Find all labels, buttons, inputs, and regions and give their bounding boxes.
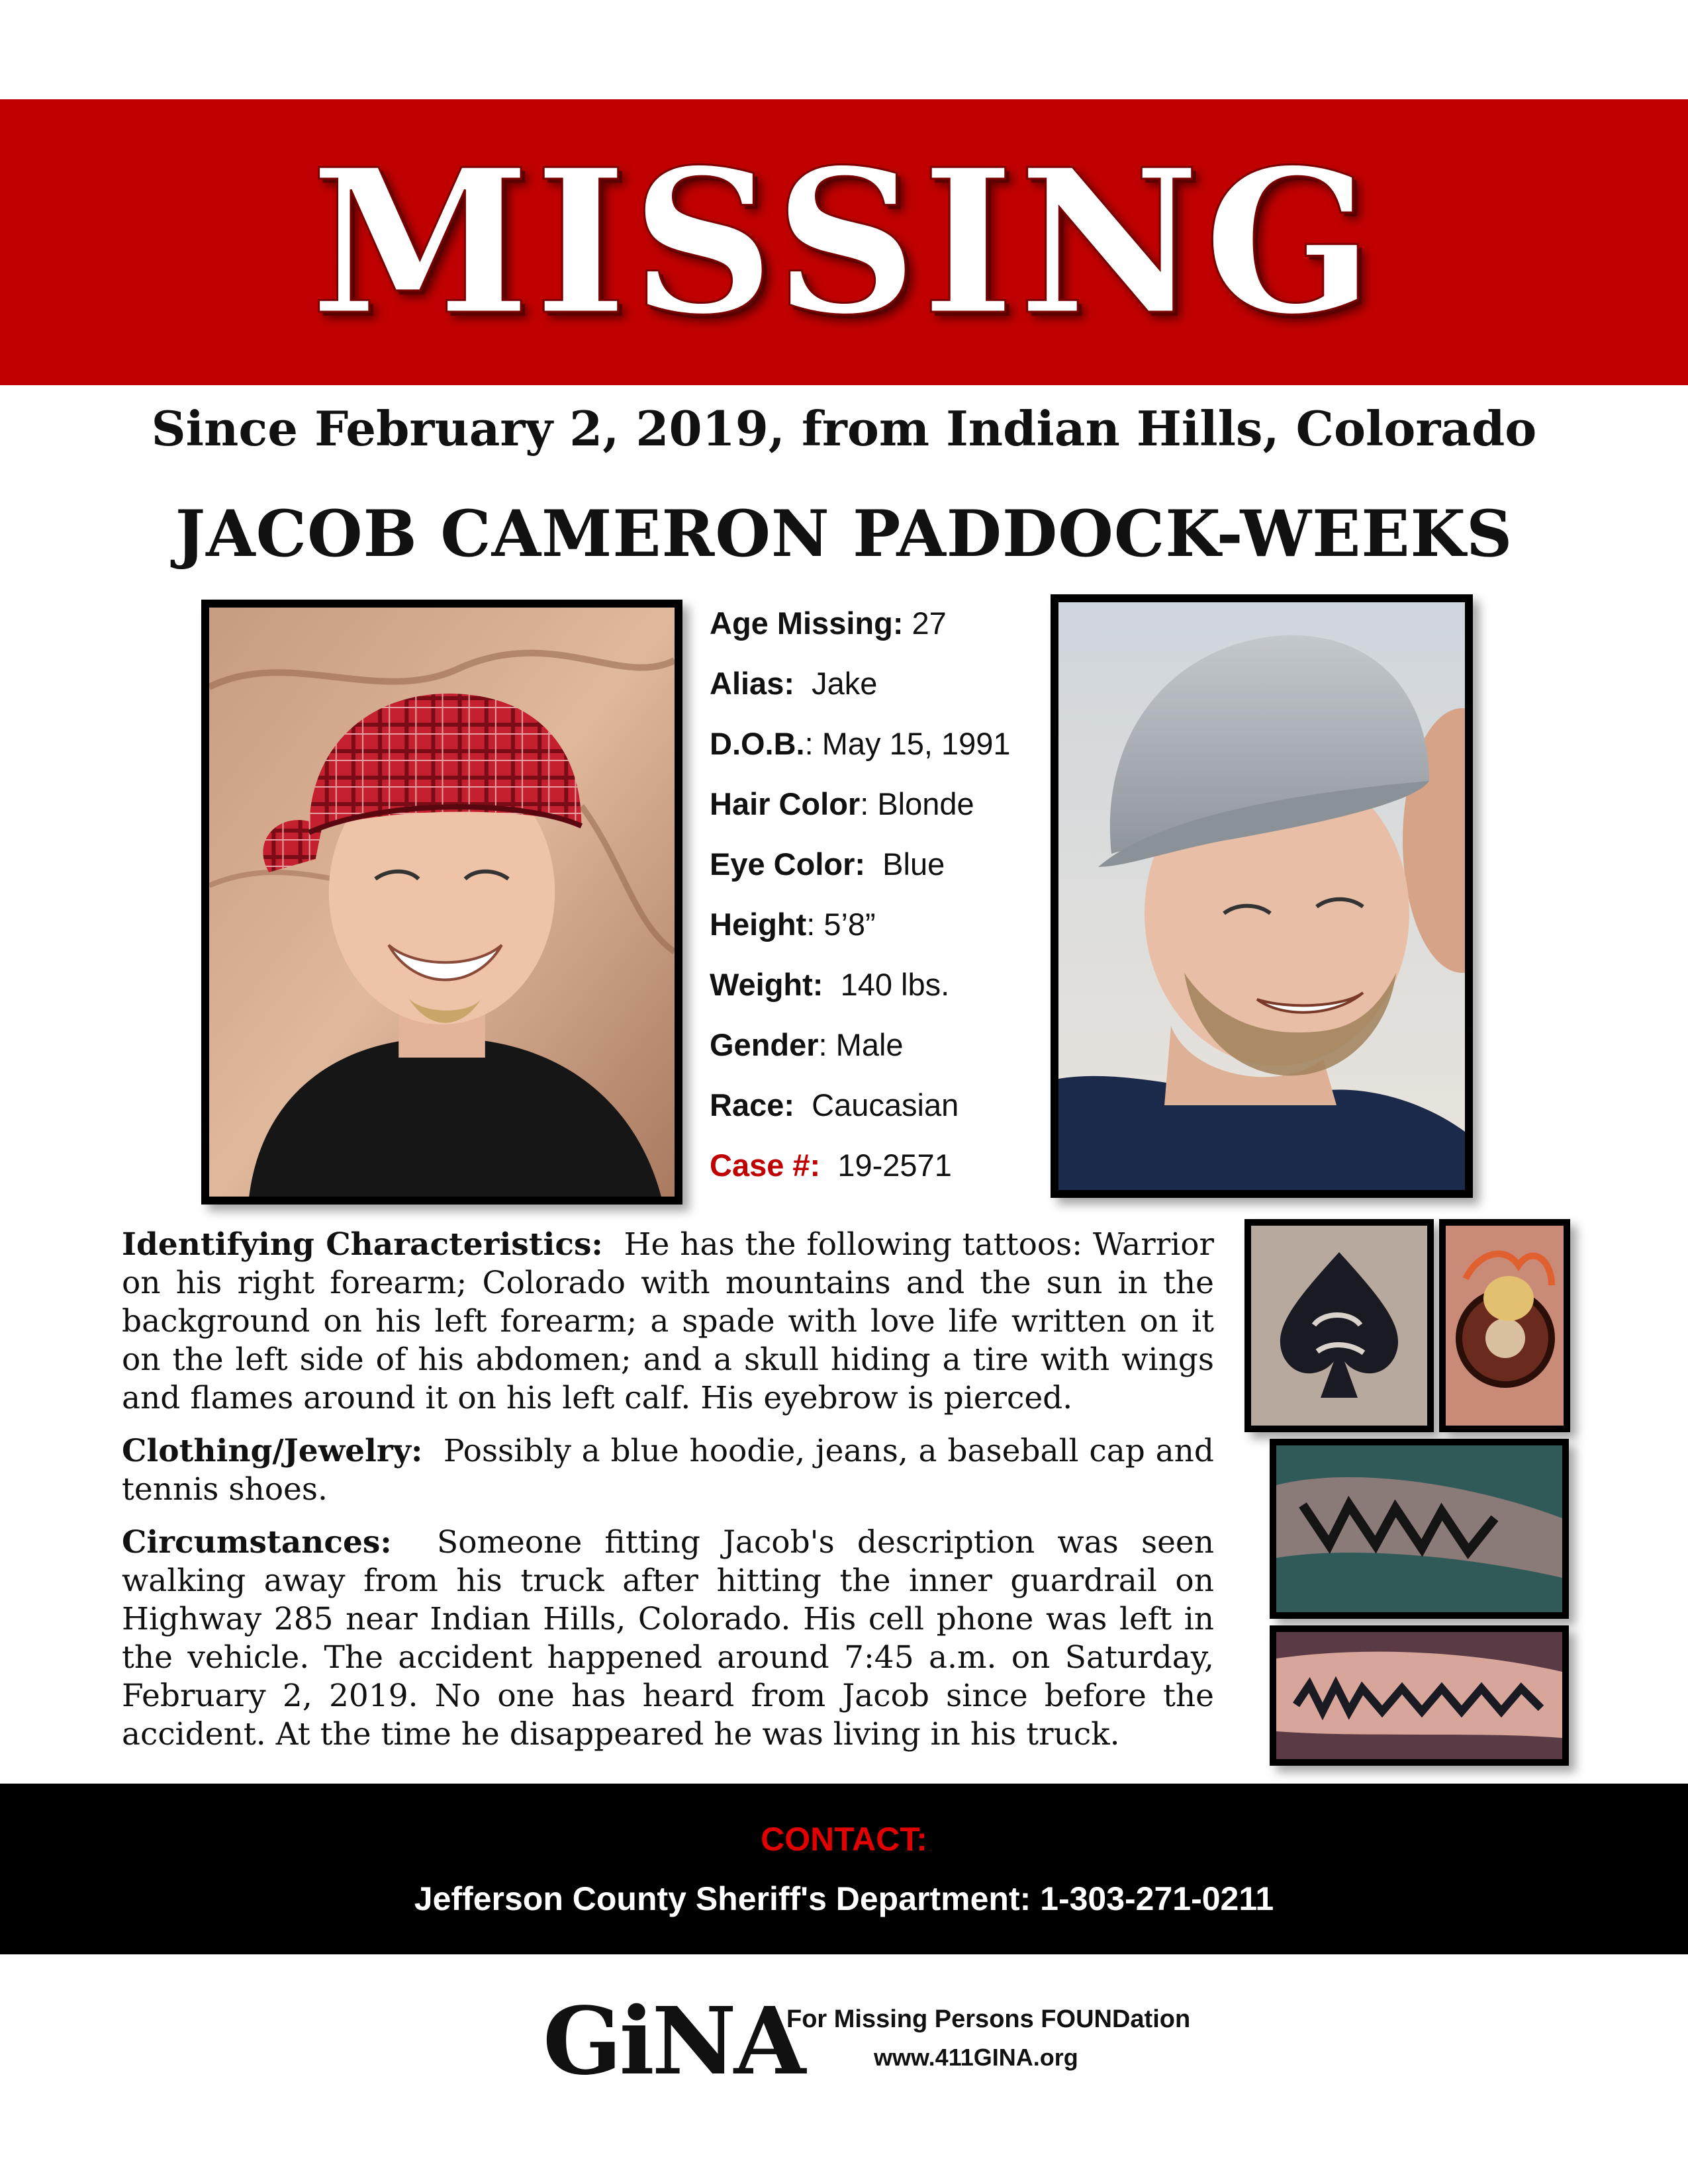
circumstances: Circumstances: Someone fitting Jacob's description was seen walking away from his truck after hitting the inner guardrail on Highway 285 near Indian Hills, Colorado. His cell phone was left in the vehicle. The accident happened around 7:45 a.m. on Saturday, February 2, 2019. No one has heard from Jacob since before the accident. At the time he disappeared he was living in his truck. — [122, 1524, 1214, 1752]
fact-dob: D.O.B.: May 15, 1991 — [710, 726, 1011, 761]
photo-right — [1051, 594, 1473, 1198]
banner-title: MISSING — [310, 125, 1378, 359]
tattoo-colorado-image — [1276, 1445, 1562, 1612]
photo-left-image — [209, 608, 675, 1197]
fact-gender: Gender: Male — [710, 1027, 904, 1062]
contact-title: CONTACT: — [761, 1821, 927, 1858]
fact-eye-color: Eye Color: Blue — [710, 846, 945, 882]
gina-logo-url: www.411GINA.org — [874, 2044, 1078, 2071]
tattoo-photo-warrior — [1270, 1625, 1569, 1766]
tattoo-photo-skull — [1439, 1219, 1570, 1432]
fact-race: Race: Caucasian — [710, 1087, 959, 1122]
tattoo-skull-image — [1446, 1226, 1564, 1426]
tattoo-photo-spade — [1244, 1219, 1434, 1432]
description — [122, 1226, 1214, 1768]
fact-age-missing: Age Missing: 27 — [710, 606, 947, 641]
contact-phone-line: Jefferson County Sheriff's Department: 1-303-271-0211 — [414, 1880, 1274, 1917]
contact-bar — [0, 1784, 1688, 1954]
facts-list — [710, 604, 1041, 1206]
tattoo-warrior-image — [1276, 1632, 1562, 1759]
gina-logo-tagline: For Missing Persons FOUNDation — [786, 2005, 1191, 2033]
fact-weight: Weight: 140 lbs. — [710, 967, 950, 1002]
clothing-jewelry: Clothing/Jewelry: Possibly a blue hoodie, jeans, a baseball cap and tennis shoes. — [122, 1433, 1214, 1508]
gina-logo-mark: GiNA — [543, 1987, 804, 2096]
tattoo-photo-colorado — [1270, 1439, 1569, 1619]
fact-case-number: Case #: 19-2571 — [710, 1148, 952, 1183]
missing-banner — [0, 99, 1688, 385]
fact-hair-color: Hair Color: Blonde — [710, 786, 974, 821]
identifying-characteristics: Identifying Characteristics: He has the following tattoos: Warrior on his right forearm; Colorado with mountains and the sun in the background on his left forearm; a spade with love life written on it on the left side of his abdomen; and a skull hiding a tire with wings and flames around it on his left calf. His eyebrow is pierced. — [122, 1226, 1214, 1416]
tattoo-spade-image — [1251, 1226, 1427, 1426]
gina-logo — [543, 1987, 1191, 2098]
missing-since-line: Since February 2, 2019, from Indian Hills, Colorado — [151, 400, 1537, 457]
person-name: JACOB CAMERON PADDOCK-WEEKS — [175, 496, 1513, 571]
fact-alias: Alias: Jake — [710, 666, 878, 701]
photo-right-image — [1058, 602, 1465, 1190]
photo-left — [201, 600, 682, 1205]
fact-height: Height: 5’8” — [710, 907, 876, 942]
